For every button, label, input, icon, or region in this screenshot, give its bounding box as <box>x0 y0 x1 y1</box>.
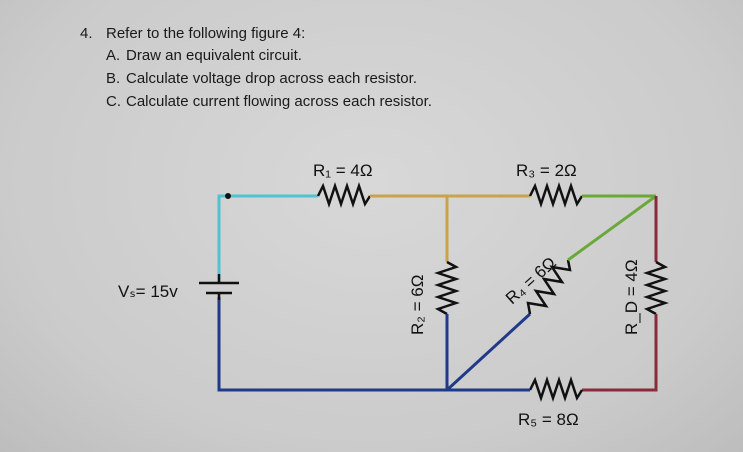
question-number: 4. <box>80 25 93 42</box>
source-label: Vₛ= 15v <box>118 282 178 301</box>
r3-resistor <box>530 186 582 204</box>
question-prompt: Refer to the following figure 4: <box>106 25 306 42</box>
item-text: Calculate voltage drop across each resistor. <box>126 70 417 87</box>
item-text: Draw an equivalent circuit. <box>126 47 302 64</box>
r1-resistor <box>318 186 370 204</box>
item-letter: A. <box>106 47 121 64</box>
r4-lower-wire <box>447 314 530 390</box>
rd-bottom-wire <box>582 314 656 390</box>
item-text: Calculate current flowing across each resistor. <box>126 93 432 110</box>
r5-resistor <box>530 380 582 398</box>
r3-label: R₃ = 2Ω <box>516 161 577 180</box>
r5-label: R₅ = 8Ω <box>518 410 579 429</box>
rd-resistor <box>647 262 665 314</box>
item-letter: B. <box>106 70 121 87</box>
r2-label: R₂ = 6Ω <box>408 274 427 335</box>
r2-resistor <box>438 262 456 314</box>
terminal-node <box>225 193 231 199</box>
item-letter: C. <box>106 93 121 110</box>
r1-label: R₁ = 4Ω <box>313 161 373 180</box>
r4-label: R₄ = 6Ω <box>501 253 560 308</box>
r4-upper-wire <box>568 196 656 260</box>
source-top-wire <box>219 196 228 282</box>
rd-label: R_D = 4Ω <box>622 259 641 335</box>
